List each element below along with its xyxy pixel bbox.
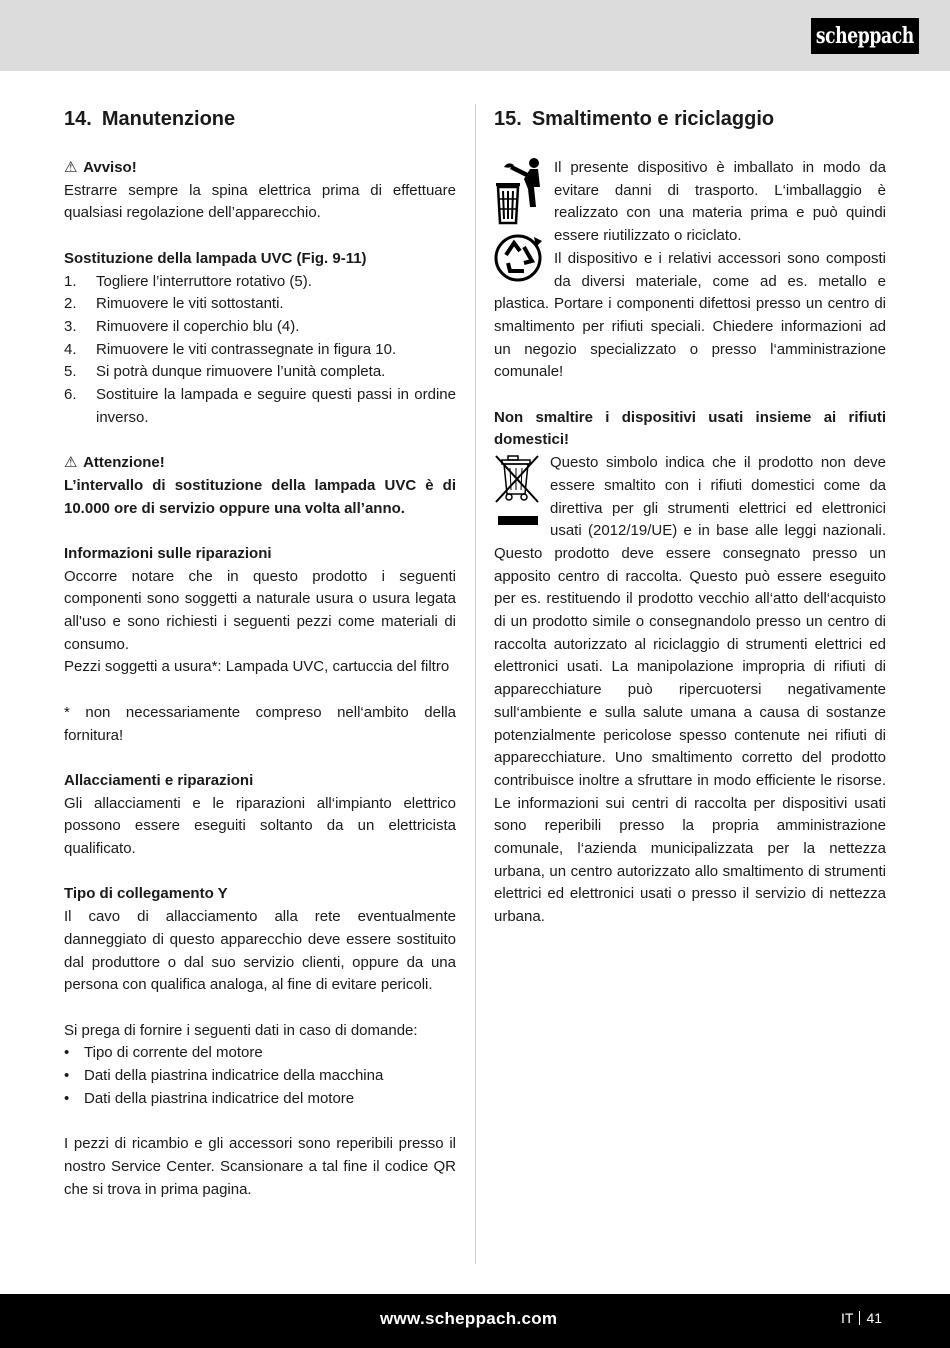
- spare-parts-text: I pezzi di ricambio e gli accessori sono reperibili presso il nostro Service Center. Scansionare a tal fine il codice QR che si trova in prima pagina.: [64, 1135, 456, 1198]
- section-title-maintenance: 14. Manutenzione: [64, 108, 236, 130]
- crossed-bin-icon: [494, 452, 544, 528]
- warning-heading: ⚠ Avviso!: [64, 159, 137, 176]
- connection-type-heading: Tipo di collegamento Y: [64, 885, 228, 903]
- lamp-replacement-heading: Sostituzione della lampada UVC (Fig. 9-11): [64, 249, 367, 267]
- brand-logo: scheppach: [811, 18, 919, 54]
- weee-block: [494, 452, 886, 929]
- connection-type-text: Il cavo di allacciamento alla rete eventualmente danneggiato di questo apparecchio deve essere sostituito dal produttore o dal suo servizio clienti, oppure da una persona con qualifica analoga, al fine di evitare pericoli.: [64, 908, 456, 994]
- step-item: 4. Rimuovere le viti contrassegnate in figura 10.: [64, 340, 397, 358]
- page-indicator: IT 41: [841, 1310, 883, 1326]
- recycle-icon: [494, 233, 546, 283]
- step-item: 3. Rimuovere il coperchio blu (4).: [64, 317, 300, 335]
- warning-text: Estrarre sempre la spina elettrica prima di effettuare qualsiasi regolazione dell’apparecchio.: [64, 181, 456, 222]
- list-item: • Dati della piastrina indicatrice della macchina: [64, 1067, 384, 1085]
- questions-intro: Si prega di fornire i seguenti dati in caso di domande:: [64, 1021, 418, 1039]
- no-household-disposal-heading: Non smaltire i dispositivi usati insieme ai rifiuti domestici!: [494, 408, 886, 449]
- connections-text: Gli allacciamenti e le riparazioni all‘impianto elettrico possono essere eseguiti soltanto da un elettricista qualificato.: [64, 794, 456, 858]
- packaging-text: Il presente dispositivo è imballato in modo da evitare danni di trasporto. L‘imballaggio è realizzato con una materia prima e può quindi essere riutilizzato o riciclato.: [554, 159, 886, 245]
- step-item: 5. Si potrà dunque rimuovere l’unità completa.: [64, 363, 386, 381]
- caution-heading: ⚠ Attenzione!: [64, 454, 165, 472]
- step-item: 6. Sostituire la lampada e seguire questi passi in ordine inverso.: [64, 386, 456, 426]
- section-title-disposal: 15. Smaltimento e riciclaggio: [494, 108, 775, 130]
- page-header: [0, 0, 950, 71]
- repairs-info-heading: Informazioni sulle riparazioni: [64, 544, 272, 562]
- column-divider: [475, 104, 476, 1264]
- warning-triangle-icon: ⚠: [64, 159, 78, 176]
- wear-parts-text: Pezzi soggetti a usura*: Lampada UVC, cartuccia del filtro: [64, 658, 450, 676]
- list-item: • Tipo di corrente del motore: [64, 1044, 263, 1062]
- weee-text: Questo simbolo indica che il prodotto non deve essere smaltito con i rifiuti domestici come da direttiva per gli strumenti elettrici ed elettronici usati (2012/19/UE) e in base alle leggi nazionali. Questo prodotto deve essere consegnato presso un apposito centro di raccolta. Questo può essere eseguito per es. restituendo il prodotto vecchio all‘atto dell‘acquisto di un prodotto simile o consegnandolo presso un centro di raccolta autorizzato al riciclaggio di strumenti elettrici ed elettronici usati. La manipolazione impropria di rifiuti di apparecchiature può ripercuotersi negativamente sull‘ambiente e sulla salute umana a causa di sostanze potenzialmente pericolose spesso contenute nei rifiuti di apparecchiature. Uno smaltimento corretto del prodotto contribuisce inoltre a sfruttare in modo efficiente le risorse. Le informazioni sui centri di raccolta per dispositivi usati sono reperibili presso la propria amministrazione comunale, l‘azienda municipalizzata per la nettezza urbana, un centro autorizzato allo smaltimento di strumenti elettrici ed elettronici usati o presso il servizio di nettezza urbana.: [494, 454, 886, 926]
- packaging-block: [494, 157, 886, 384]
- footnote: * non necessariamente compreso nell‘ambito della fornitura!: [64, 703, 456, 744]
- connections-heading: Allacciamenti e riparazioni: [64, 771, 254, 789]
- warning-triangle-icon: ⚠: [64, 454, 78, 472]
- page-footer: [0, 1294, 950, 1348]
- step-item: 1. Togliere l’interruttore rotativo (5).: [64, 272, 312, 290]
- website-link[interactable]: www.scheppach.com: [380, 1309, 558, 1328]
- list-item: • Dati della piastrina indicatrice del motore: [64, 1089, 355, 1107]
- litter-bin-icon: [494, 157, 546, 225]
- right-column: [494, 106, 886, 929]
- materials-text: Il dispositivo e i relativi accessori sono composti da diversi materiale, come ad es. metallo e plastica. Portare i componenti difettosi presso un centro di smaltimento per rifiuti speciali. Chiedere informazioni ad un negozio specializzato o presso l‘amministrazione comunale!: [494, 249, 886, 381]
- icon-stack: [494, 157, 546, 275]
- repairs-info-text: Occorre notare che in questo prodotto i seguenti componenti sono soggetti a naturale usura o usura legata all'uso e sono richiesti i seguenti pezzi come materiali di consumo.: [64, 567, 456, 653]
- lamp-replacement-steps: [64, 271, 456, 430]
- left-column: [64, 106, 456, 1201]
- step-item: 2. Rimuovere le viti sottostanti.: [64, 295, 284, 313]
- questions-list: [64, 1042, 456, 1110]
- caution-text: L’intervallo di sostituzione della lampada UVC è di 10.000 ore di servizio oppure una volta all’anno.: [64, 476, 456, 517]
